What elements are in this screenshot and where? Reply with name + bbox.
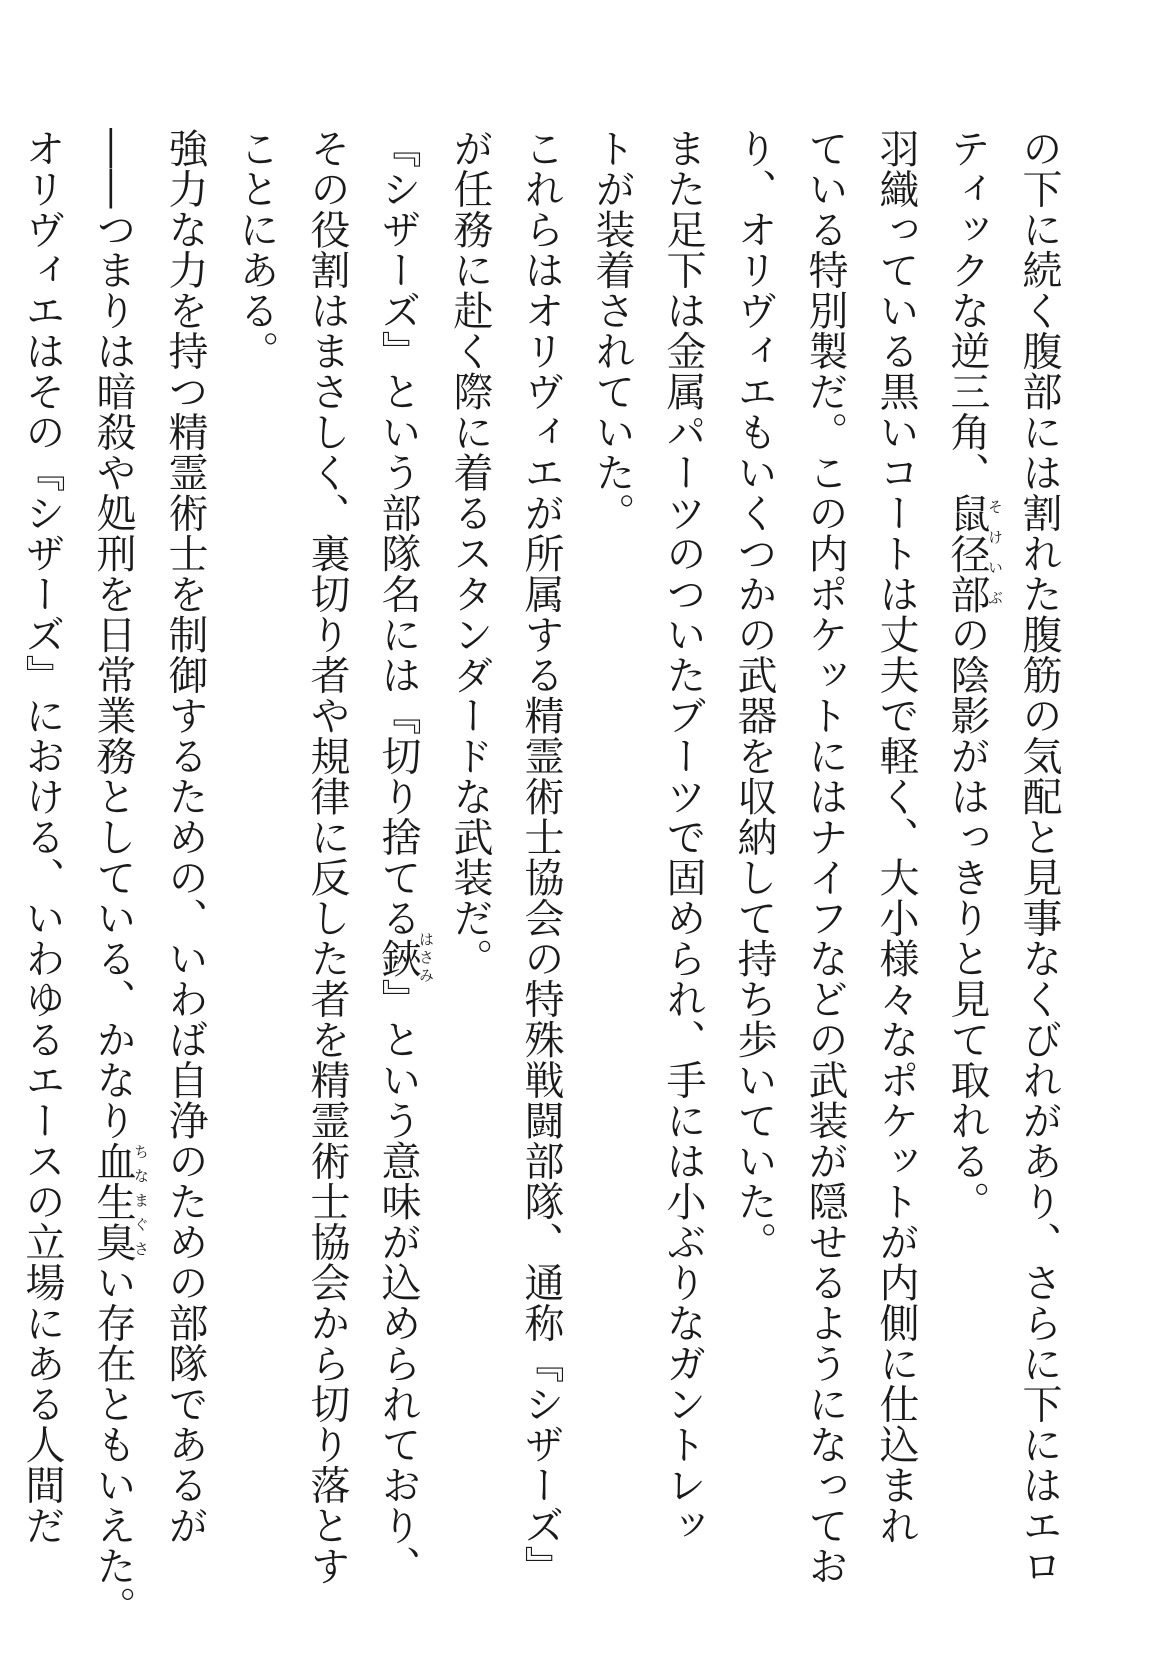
ruby-base: 鼠径部	[944, 492, 990, 614]
text-line: の下に続く腹部には割れた腹筋の気配と見事なくびれがあり、さらに下にはエロ	[1016, 128, 1062, 1586]
text-line: 羽織っている黒いコートは丈夫で軽く、大小様々なポケットが内側に仕込まれ	[873, 128, 919, 1546]
text-line: オリヴィエはその『シザーズ』における、いわゆるエースの立場にある人間だ	[19, 128, 65, 1546]
ruby-base: 鋏	[375, 931, 421, 986]
text-line	[77, 128, 150, 1627]
text-segment: の陰影がはっきりと見て取れる。	[944, 614, 990, 1222]
text-segment: ――つまりは暗殺や処刑を日常業務としている、かなり	[90, 128, 136, 1141]
text-line: ことにある。	[233, 128, 279, 371]
text-segment: い存在ともいえた。	[90, 1262, 136, 1627]
ruby-reading: ちなまぐさ	[132, 1140, 150, 1262]
text-line: トが装着されていた。	[589, 128, 635, 533]
furigana-sokeibu	[944, 492, 1004, 615]
furigana-hasami	[375, 931, 435, 986]
text-line: り、オリヴィエもいくつかの武器を収納して持ち歩いていた。	[731, 128, 777, 1262]
text-line: が任務に赴く際に着るスタンダードな武装だ。	[447, 128, 493, 979]
vertical-text-body	[6, 128, 1074, 1627]
text-line: ている特別製だ。この内ポケットにはナイフなどの武装が隠せるようになってお	[802, 128, 848, 1586]
text-segment: 』という意味が込められており、	[375, 978, 421, 1586]
text-segment: 『シザーズ』という部隊名には『切り捨てる	[375, 128, 421, 938]
text-line: これらはオリヴィエが所属する精霊術士協会の特殊戦闘部隊、通称『シザーズ』	[518, 128, 564, 1586]
ruby-reading: そけいぶ	[986, 492, 1004, 614]
text-line: 強力な力を持つ精霊術士を制御するための、いわば自浄のための部隊であるが	[162, 128, 208, 1546]
furigana-namagusa	[90, 1140, 150, 1263]
text-line: その役割はまさしく、裏切り者や規律に反した者を精霊術士協会から切り落とす	[304, 128, 350, 1586]
ruby-reading: はさみ	[417, 931, 435, 986]
text-segment: ティックな逆三角、	[944, 128, 990, 493]
text-line	[931, 128, 1003, 1548]
text-line	[362, 128, 435, 1586]
ruby-base: 血生臭	[90, 1140, 136, 1262]
text-line: また足下は金属パーツのついたブーツで固められ、手には小ぶりなガントレッ	[660, 128, 706, 1546]
